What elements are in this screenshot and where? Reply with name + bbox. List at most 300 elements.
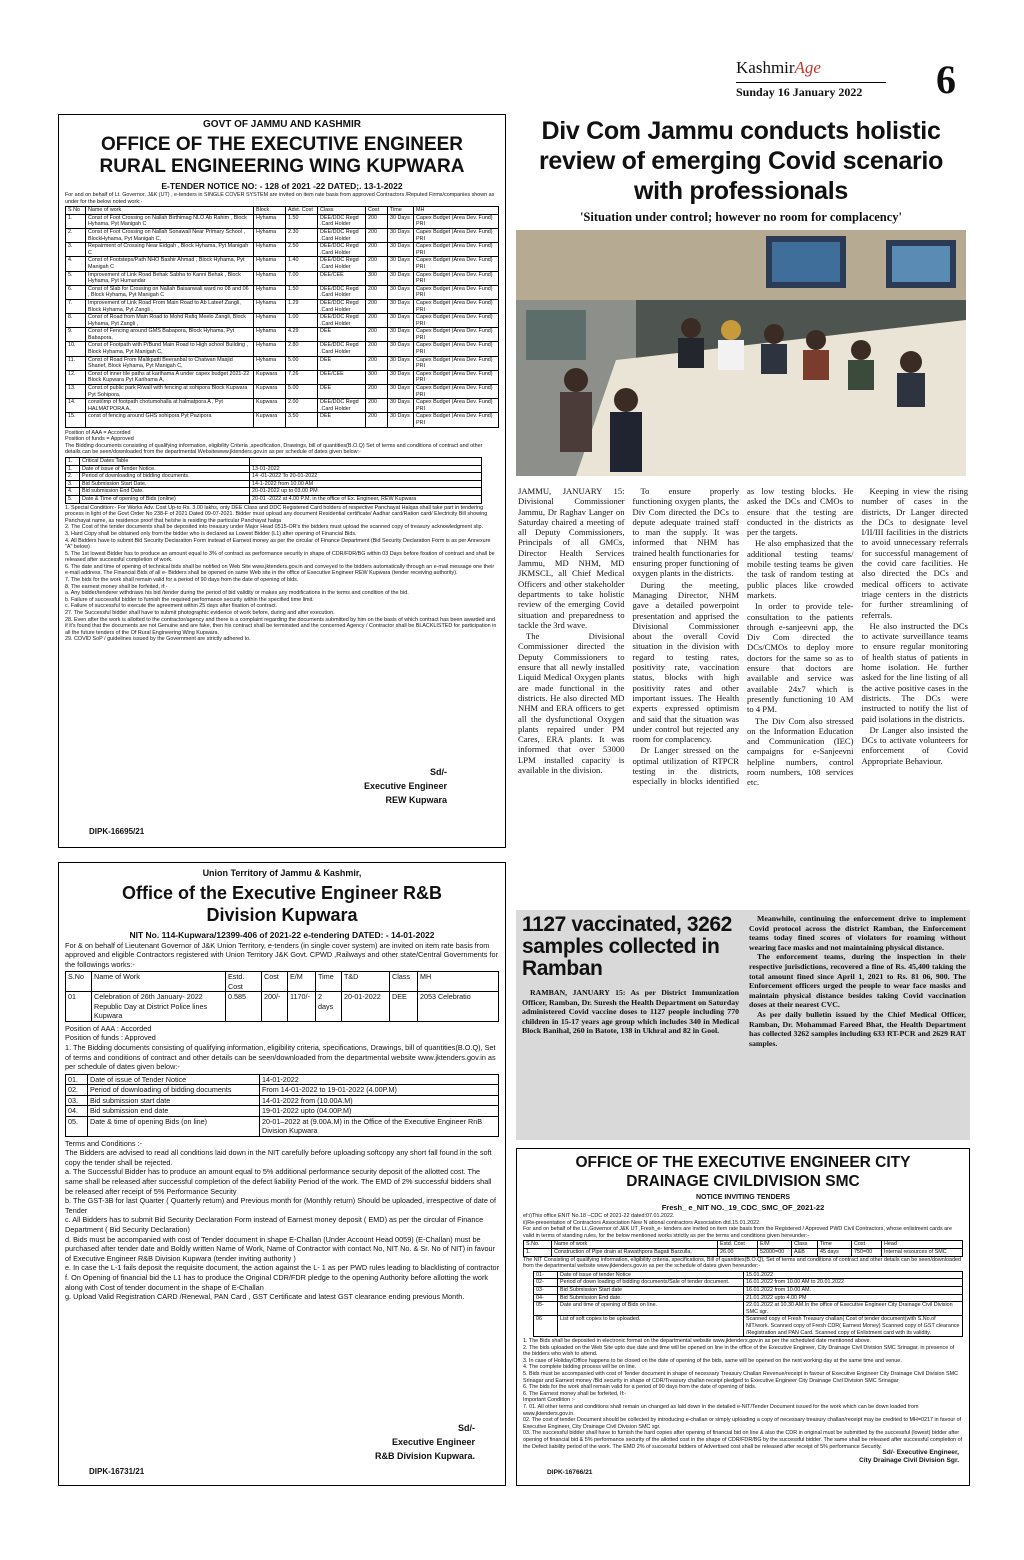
notice-intro: For and on behalf of Lt. Governor, J&K (UT) , e-tenders in SINGLE COVER SYSTEM are invited on item rate basis from approved Contractors /Reputed Firms/companies shown as under for the below noted work:- — [65, 192, 495, 205]
table-cell: 2053 Celebratio — [418, 992, 499, 1022]
table-cell: Date of issue of Tender Notice — [88, 1074, 260, 1085]
table-cell: 200 — [366, 285, 388, 299]
condition-item: 29. COVID SoP / guidelines issued by the Government are strictly adhered to. — [65, 636, 251, 643]
table-cell: Const of Foot Crossing on Nallah Sonawali Near Primary School , BlockHyhama, Pyt Manigah C, — [86, 228, 254, 242]
table-header-cell: Head — [882, 1241, 963, 1249]
condition-item: 3. In case of Holiday/Office happens to be closed on the date of opening of the bids, same will be opened on the next working day at the same time and venue. — [523, 1357, 902, 1364]
term-item: The Bidders are advised to read all conditions laid down in the NIT carefully before uploading softcopy any short fall found in the soft copy the tender shall be rejected. — [65, 1148, 492, 1167]
table-row — [534, 1271, 963, 1279]
ramban-story-box — [516, 910, 970, 1140]
table-cell: Capex Budget (Area Dev. Fund) PRI — [414, 356, 499, 370]
table-header-cell: MH — [418, 972, 499, 992]
table-header-cell: T&D — [342, 972, 390, 992]
table-cell: 200 — [366, 399, 388, 413]
ramban-body — [522, 914, 966, 1134]
table-cell: 200 — [366, 342, 388, 356]
table-cell: DEE/DDC Regd .Card Holder — [318, 342, 366, 356]
table-cell: 0.585 — [226, 992, 262, 1022]
table-cell: 8. — [66, 314, 86, 328]
table-row — [66, 228, 499, 242]
reference-1: ef:i)This office ENIT No.18 –CDC of 2021-22 dated:07.01.2022. — [523, 1213, 675, 1219]
table-cell: 06 — [534, 1316, 558, 1337]
table-cell: 5.00 — [286, 356, 318, 370]
table-cell: 1.29 — [286, 299, 318, 313]
table-cell: 45 days — [818, 1248, 852, 1256]
table-header-cell: Cost — [262, 972, 288, 992]
table-row — [66, 1074, 499, 1085]
condition-item: 2. The Cost of the tender documents shall be deposited into treasury under Major Head 0515-OR's the bidders must upload the scanned copy of treasury acknowledgment slip. — [65, 524, 484, 531]
table-cell: Capex Budget (Area Dev. Fund) PRI — [414, 328, 499, 342]
table-cell: 03. — [66, 1095, 88, 1106]
table-cell: Const of Slab for Crossing on Nallah Baisanwali ward no 08 and 06 , Block Hyhama, Pyt Manigah C — [86, 285, 254, 299]
table-cell: 30 Days — [388, 228, 414, 242]
table-cell: Hyhama — [254, 314, 286, 328]
table-cell: 4. — [66, 257, 86, 271]
article-paragraph: Keeping in view the rising number of cases in the districts, Dr Langer directed the DCs to designate level I/II/III facilities in the districts to avoid unnecessary referrals for successful management of the covid care facilities. He also directed the DCs and medical officers to activate triage centers in the districts for further streamlining of referrals. — [861, 486, 968, 620]
table-cell: 4.29 — [286, 328, 318, 342]
table-cell: Period of down loading of bidding documents/Sale of tender document. — [558, 1279, 744, 1287]
table-cell: Hyhama — [254, 243, 286, 257]
table-cell: Date of issue of Tender Notice. — [80, 465, 250, 473]
table-row — [66, 495, 482, 503]
signature-office: City Drainage Civil Division Sgr. — [858, 1457, 959, 1464]
condition-item: 2. The bids uploaded on the Web Site upto due date and time will be opened on line in the office of the Executive Engineer, City Drainage Civil Division SMC Srinagar. in presence of the bidders who wish to attend. — [523, 1344, 955, 1358]
article-paragraph: Dr Langer also insisted the DCs to activate volunteers for enforcement of Covid Appropriate Behaviour. — [861, 724, 968, 766]
table-cell: 05. — [66, 1116, 88, 1136]
article-paragraph: To ensure properly functioning oxygen plants, the Div Com directed the DCs to depute adequate trained staff to man the supply. It was informed that NHM has trained health functionaries for ensuring proper functioning of oxygen plants in the districts. — [632, 486, 739, 579]
term-item: g. Upload Valid Registration CARD /Renewal, PAN Card , GST Certificate and latest GST clearance ending previous Month. — [65, 1292, 465, 1302]
table-cell: DEE/DDC Regd .Card Holder — [318, 399, 366, 413]
table-header-cell: Time — [316, 972, 342, 992]
table-cell: Bid submission End Date. — [80, 488, 250, 496]
table-cell: 5. — [66, 271, 86, 285]
table-cell: DEE — [318, 385, 366, 399]
table-cell: 5. — [66, 495, 80, 503]
table-cell: Const of Road From Malikpatti Beeranbal to Chatwan Masjid Sharief, Block Hyhama, Pyt Manigah C, — [86, 356, 254, 370]
table-cell: 14-1-2022 from 10.00 AM — [250, 480, 482, 488]
table-cell: Bid submission end date — [88, 1106, 260, 1117]
table-cell: 30 Days — [388, 356, 414, 370]
table-header-cell: S.No. — [524, 1241, 552, 1249]
table-cell: DEE/DDC Regd .Card Holder — [318, 214, 366, 228]
table-row — [534, 1286, 963, 1294]
reference-2: ii)Re-presentation of Contractors Association New N ational contractors Association dtd.15.01.2022. — [523, 1219, 761, 1226]
table-header-cell: E/M — [288, 972, 316, 992]
table-cell: Capex Budget (Area Dev. Fund) PRI — [414, 228, 499, 242]
table-cell: Bid Submission Start date — [558, 1286, 744, 1294]
condition-item: 4. The complete bidding process will be on line. — [523, 1364, 637, 1371]
table-header-cell: Estd. Cost — [226, 972, 262, 992]
terms-title: Terms and Conditions :- — [65, 1138, 143, 1148]
table-cell: 30 Days — [388, 243, 414, 257]
table-cell: 14 -01-2022 To 20-01-2022 — [250, 473, 482, 481]
table-cell: Capex Budget (Area Dev. Fund) PRI — [414, 342, 499, 356]
table-row — [66, 214, 499, 228]
table-cell: 9. — [66, 328, 86, 342]
table-cell: 200 — [366, 328, 388, 342]
table-cell: Capex Budget (Area Dev. Fund) PRI — [414, 285, 499, 299]
table-cell: Bid Submission End date. — [558, 1294, 744, 1302]
table-cell: 30 Days — [388, 413, 414, 427]
table-cell: DEE — [318, 356, 366, 370]
term-item: c. All Bidders has to submit Bid Security Declaration Form instead of Earnest money deposit ( EMD) as per the circular of Finance Department ( Bid Security Declaration) — [65, 1215, 484, 1235]
table-row — [66, 271, 499, 285]
table-cell: Period of downloading of bidding documents. — [80, 473, 250, 481]
dipk-number: DIPK-16766/21 — [547, 1469, 593, 1476]
ramban-paragraph: Meanwhile, continuing the enforcement drive to implement Covid protocol across the district Ramban, the Enforcement teams today fined scores of violators for roaming without wearing face masks and not maintaining physical distance. — [749, 914, 966, 952]
table-row — [524, 1248, 963, 1256]
dipk-number: DIPK-16695/21 — [89, 827, 145, 836]
table-row — [66, 992, 499, 1022]
table-cell: 200 — [366, 214, 388, 228]
table-row — [66, 480, 482, 488]
table-cell: 02. — [66, 1085, 88, 1096]
conditions-list — [65, 505, 499, 643]
condition-item: 6. The Earnest money shall be forfeited, If:- — [523, 1390, 627, 1397]
table-cell: 2.80 — [286, 342, 318, 356]
table-cell: Scanned copy of Fresh Treasury challan( Cost of tender document(with S.No.of NIT/work. Scanned copy of Fresh CDR( Earnest Money) Scanned copy of GST clearance /Registration and PAN Card. Scanned copy of Enlistment card with its validity. — [744, 1316, 963, 1337]
table-cell: Hyhama — [254, 228, 286, 242]
table-cell: 2.30 — [286, 228, 318, 242]
table-row — [66, 473, 482, 481]
table-row — [66, 257, 499, 271]
signature-sd: Sd/- Executive Engineer, — [882, 1449, 959, 1456]
table-cell: 12. — [66, 370, 86, 384]
table-cell: Const of Road from Main Road to Mohd Rafiq Meelo Zangli, Block Hyhama, Pyt Zangli , — [86, 314, 254, 328]
table-cell: Bid submission start date — [88, 1095, 260, 1106]
table-cell: 5.00 — [286, 385, 318, 399]
table-header-cell: S.No — [66, 972, 92, 992]
ut-heading: Union Territory of Jammu & Kashmir, — [202, 868, 362, 878]
table-cell: 1. — [66, 214, 86, 228]
meeting-photo — [516, 230, 966, 476]
table-header-cell: Cost — [366, 207, 388, 215]
table-cell: 01. — [66, 1074, 88, 1085]
condition-item: 1. Special Condition:- For Works Adv. Cost Up-to Rs. 3.00 lakhs, only DEE Class and DDC Registered Card holders of respective Panchayat Halqas shall take part in tendering process in light of the Govt Order No 238-F of 2021 Dated 09-07-2021. Bidder must upload any document Residential certificate/ Aadhar card/Ration card/ Electricity Bill showing Panchayat name, as residence proof that he/she is residing the particular Panchayat halqa — [65, 504, 488, 524]
table-cell: 13-01-2022 — [250, 465, 482, 473]
article-paragraph: He also emphasized that the additional testing teams/ mobile testing teams be given the task of random testing at public places like crowded markets. — [747, 538, 854, 600]
table-cell: 30 Days — [388, 342, 414, 356]
table-cell: 200 — [366, 413, 388, 427]
table-cell: 05- — [534, 1302, 558, 1316]
table-cell: 01 — [66, 992, 92, 1022]
table-header-cell: S No — [66, 207, 86, 215]
table-cell: 14. — [66, 399, 86, 413]
condition-item: 8. The earnest money shall be forfeited, if:- — [65, 583, 168, 590]
table-cell: Hyhama — [254, 271, 286, 285]
article-body — [518, 486, 968, 906]
table-cell: Date and time of opening of Bids on line. — [558, 1302, 744, 1316]
table-cell: 22.01.2022 at 10.30 AM.In the office of Executive Engineer City Drainage Civil Division SMC sgr. — [744, 1302, 963, 1316]
condition-item: 5. Bids must be accompanied with cost of Tender document in shape of necessary Treasury Challan Revenue/receipt in favour of Executive Engineer City Drainage Civil Division SMC Srinagar and Earnest money /Bid security in shape of CDR/Treasury challan receipt pledged to Executive Engineer City Drainage Civil Division SMC Srinagar — [523, 1371, 958, 1384]
dates-table — [65, 1074, 499, 1137]
table-header-cell: Class — [792, 1241, 818, 1249]
condition-item: 4. All Bidders have to submit Bid Security Declaration Form instead of Earnest money as per the circular of Finance Department (Bid Security Declaration Form is as per Annexure "A" below) — [65, 537, 491, 551]
table-cell: 200 — [366, 243, 388, 257]
table-row — [534, 1302, 963, 1316]
position-aaa: Position of AAA = Accorded — [65, 429, 131, 436]
table-cell: 300 — [366, 370, 388, 384]
table-cell: 1.50 — [286, 285, 318, 299]
table-cell: Celebration of 26th January- 2022 Republic Day at District Police lines Kupwara — [92, 992, 226, 1022]
condition-item: 5. The 1st lowest Bidder has to produce an amount equal to 3% of contract as performance security in shape of CDR/FDR/BG within 03 Days before fixation of contract and shall be released after successful completion of work. — [65, 550, 495, 564]
condition-item: 03. The successful bidder shall have to furnish the hard copies after opening of financial bid on line & also the CDR in original must be submitted by the successful (lowest) bidder after opening of financial bid & 5% performance security of the allotted cost in the shape of CDR/FDR/BG by the successful bidder. The same shall be released after successful completion of the Defect liability period of the work. The EMD 2% of successful bidders of Advertised cost shall be released after receipt of 5% performance Security. — [523, 1430, 963, 1450]
table-cell: A&B — [792, 1248, 818, 1256]
condition-item: 27. The Successful bidder shall have to submit photographic evidence of work before, during and after execution. — [65, 610, 335, 617]
table-cell: Repairment of Crossing Near Eidgah , Block Hyhama, Pyt Manigah C — [86, 243, 254, 257]
table-cell: 200 — [366, 385, 388, 399]
table-row — [66, 285, 499, 299]
table-cell: 14-01-2022 — [260, 1074, 499, 1085]
table-cell: Bid Submission Start Date. — [80, 480, 250, 488]
table-cell: 1. — [524, 1248, 552, 1256]
table-cell: 750=00 — [852, 1248, 882, 1256]
table-cell: 30 Days — [388, 314, 414, 328]
table-cell: Improvement of Link Road Behak Sabha to Kanni Behak , Block Hyhama, Pyt Humandar — [86, 271, 254, 285]
notice-intro: For & on behalf of Lieutenant Governor of J&K Union Territory, e-tenders (in single cover system) are invited on item rate basis from approved and eligible Contractors registered with Union Territory J&K Govt. CPWD ,Railways and other state/Central Governments for the followings works:- — [65, 941, 499, 969]
table-row — [534, 1279, 963, 1287]
works-table — [65, 206, 499, 427]
table-cell: Capex Budget (Area Dev. Fund) PRI — [414, 271, 499, 285]
table-cell: From 14-01-2022 to 19-01-2022 (4.00P.M) — [260, 1085, 499, 1096]
table-header-cell: Advt. Cost — [286, 207, 318, 215]
table-row — [66, 413, 499, 427]
dipk-number: DIPK-16731/21 — [89, 1467, 145, 1476]
condition-item: 6. The bids for the work shall remain valid for a period of 90 days from the date of opening of bids. — [523, 1384, 757, 1391]
condition-item: a. Any bidder/tenderer withdraws his bid /tender during the period of bid validity or makes any modifications in the terms and condition of the bid. — [65, 590, 409, 597]
table-cell: Date of issue of tender Notice — [558, 1271, 744, 1279]
table-cell: DEE/DDC Regd .Card Holder — [318, 314, 366, 328]
table-row — [66, 299, 499, 313]
table-cell: Capex Budget (Area Dev. Fund) PRI — [414, 243, 499, 257]
position-aaa: Position of AAA : Accorded — [65, 1023, 152, 1033]
table-cell: 15. — [66, 413, 86, 427]
signature-block — [375, 1421, 475, 1463]
table-cell: 30 Days — [388, 257, 414, 271]
table-cell: DEE/CEE — [318, 271, 366, 285]
condition-item: 7. 01. All other terms and conditions shall remain un changed as laid down in the detailed e-NIT/Tender Document issued for the work which can be down loaded from www.jktenders.gov.in. — [523, 1404, 919, 1417]
article-paragraph: The Div Com also stressed on the Information Education and Communication (IEC) campaigns for e-Sanjeevni helpline numbers, control room numbers, 108 services etc. — [747, 715, 854, 788]
condition-item: 6. The date and time of opening of technical bids shall be notified on Web Site www.jktenders.gov.in and conveyed to the bidders automatically through an e-mail message one their e-mail address. The Financial Bids of all e- Bidders shall be opened on same Web site in the office of Executive Engineer REW Kupwara (tender receiving authority). — [65, 563, 495, 577]
ramban-paragraph: The enforcement teams, during the inspection in their respective jurisdictions, recovered a fine of Rs. 45,400 taking the total amount fined since April 1, 2021 to Rs. 81 06, 900. The Enforcement officers urged the people to wear face masks and maintain physical distance besides taking Covid vaccination doses at their nearest CVC. — [749, 952, 966, 1010]
table-cell: 1170/- — [288, 992, 316, 1022]
table-row — [66, 399, 499, 413]
table-row — [66, 1085, 499, 1096]
table-cell: 200 — [366, 356, 388, 370]
condition-item: c. Failure of successful to execute the agreement within 25 days after fixation of contract. — [65, 603, 278, 610]
table-cell: Kupwara — [254, 385, 286, 399]
table-row — [66, 488, 482, 496]
table-cell: List of soft copies to be uploaded. — [558, 1316, 744, 1337]
position-funds: Position of funds = Approved — [65, 436, 134, 443]
tender-notice-rnb-kupwara — [58, 862, 506, 1486]
table-cell: Capex Budget (Area Dev. Fund) PRI — [414, 299, 499, 313]
table-cell: 04. — [66, 1106, 88, 1117]
table-cell: Const of Footpath with P/Bund Main Road to High school Building , Block Hyhama, Pyt Manigah C, — [86, 342, 254, 356]
bidding-docs: The Bidding documents consisting of qualifying information, eligibility Criteria ,specification, Drawings, bill of quantities(B.O.Q) Set of terms and conditions of contract and other details can be seen/downloaded from the departmental Websitewww.jktenders.gov.in as per schedule of dates given below:- — [65, 442, 483, 456]
table-row — [66, 328, 499, 342]
tender-notice-rew-kupwara — [58, 114, 506, 848]
table-cell: DEE — [318, 328, 366, 342]
table-cell: Date & time of opening Bids (on line) — [88, 1116, 260, 1136]
table-header-cell: Cost — [852, 1241, 882, 1249]
page-number: 6 — [936, 57, 956, 102]
table-cell: Date & Time of opening of Bids (online) — [80, 495, 250, 503]
condition-item: 3. Hard Copy shall be obtained only from the bidder who is declared as Lowest Bidder (L1) after opening of Financial Bids. — [65, 530, 357, 537]
table-cell: 200 — [366, 299, 388, 313]
table-cell: Kupwara — [254, 399, 286, 413]
table-cell: 3. — [66, 243, 86, 257]
table-cell: Hyhama — [254, 257, 286, 271]
condition-item: 7. The bids for the work shall remain valid for a period of 90 days from the date of opening of bids. — [65, 577, 299, 584]
table-row — [66, 465, 482, 473]
notice-intro: For and on behalf of the Lt.,Governor of J&K UT ,Fresh_e- tenders are invited on item rate basis from the Registered / Approved PWD Civil Contractors, whose enlistment cards are valid in terms of standing rules, for the below mentioned works strictly as per the terms and conditions given hereunder:- — [523, 1226, 952, 1239]
signature-block — [364, 765, 447, 807]
table-cell: 1. — [66, 457, 80, 465]
table-cell: 2.00 — [286, 399, 318, 413]
office-title: Office of the Executive Engineer R&B — [121, 883, 443, 903]
table-cell: Hyhama — [254, 328, 286, 342]
bidding-docs: 1. The Bidding documents consisting of qualifying information, eligibility criteria, specifications, Drawings, bill of quantities(B.O.Q), Set of terms and conditions of contract and other details can be seen/downloaded from the departmental website www.jktenders.gov.in as per schedule of dates given below:- — [65, 1042, 496, 1072]
article-paragraph: In order to provide tele-consultation to the patients through e-sanjeevni app, the Div Com directed the DCs/CMOs to deploy more doctors for the same so as to ensure that doctors are available and service was available 24x7 which is presently functioning 10 AM to 4 PM. — [747, 601, 854, 715]
table-cell: 30 Days — [388, 285, 414, 299]
term-item: d. Bids must be accompanied with cost of Tender document in shape E-Challan (Under Account Head 0059) (E-Challan) must be purchased after tender date and Boldly written Name of Work, Name of Contractor with contact No, NIT No. & Sr. No of NIT) in favour of Executive Engineer R&B Division Kupwara (tender inviting authority ) — [65, 1234, 496, 1263]
condition-item: Important Condition :- — [523, 1397, 575, 1404]
table-cell: 200/- — [262, 992, 288, 1022]
table-cell: Hyhama — [254, 342, 286, 356]
table-row — [66, 457, 482, 465]
table-row — [66, 1106, 499, 1117]
table-header-cell: Block — [254, 207, 286, 215]
table-row — [66, 385, 499, 399]
table-cell: 13. — [66, 385, 86, 399]
table-cell: 7.26 — [286, 370, 318, 384]
table-header-cell: Estd. Cost — [718, 1241, 758, 1249]
table-cell: 03- — [534, 1286, 558, 1294]
term-item: a. The Successful Bidder has to produce an amount equal to 5% additional performance security deposit of the allotted cost. The same shall be released after successful completion of the defect liability Period of the work. The EMD of 2% successful bidders shall be released after receipt of 5% Performance Security — [65, 1167, 492, 1196]
table-header-cell: Name of work — [552, 1241, 718, 1249]
table-row — [534, 1294, 963, 1302]
table-cell: Hyhama — [254, 214, 286, 228]
article-paragraph: Dr Langer stressed on the optimal utilization of RTPCR testing in the districts, especially in blocks identified as low testing blocks. He asked the DCs and CMOs to ensure that the testing are conducted in the districts as per the targets. — [632, 486, 854, 787]
table-cell: 200 — [366, 314, 388, 328]
table-cell: 10. — [66, 342, 86, 356]
table-cell: 3.50 — [286, 413, 318, 427]
newspaper-logo: KashmirAge — [736, 58, 821, 77]
table-cell — [250, 457, 482, 465]
table-row — [66, 1116, 499, 1136]
signature-title: Executive Engineer — [363, 781, 447, 791]
table-cell: 30 Days — [388, 385, 414, 399]
article-paragraph: He also instructed the DCs to activate surveillance teams to ensure regular monitoring of health status of patients in home isolation. He further asked for the line listing of all the active positive cases in the districts. The DCs were instructed to notify the list of paid isolations in the districts. — [861, 620, 968, 724]
table-cell: Const of Footsteps/Path NHO Bashir Ahmad , Block Hyhama, Pyt Manigah C — [86, 257, 254, 271]
table-cell: DEE — [390, 992, 418, 1022]
table-cell: 16.01.2022 from 10.00 AM. — [744, 1286, 963, 1294]
table-header-cell: Time — [388, 207, 414, 215]
table-cell: Kupwara — [254, 413, 286, 427]
conditions-list — [523, 1338, 963, 1450]
term-item: f. On Opening of financial bid the L1 has to produce the Original CDR/FDR pledge to the opening Authority before allotting the work along with Cost of tender document in the shape of E-Challan — [65, 1273, 489, 1292]
table-cell: 16.01.2022 from 10.00 AM to 20.01.2022 — [744, 1279, 963, 1287]
table-header-cell: Class — [390, 972, 418, 992]
table-cell: 20-01 -2022 at 4.00 P.M. in the office of Ex. Engineer, REW Kupwara — [250, 495, 482, 503]
dates-table — [533, 1271, 963, 1337]
condition-item: 02. The cost of tender Document should be collected by introducing e-challan or simply uploading a copy of necessary treasury challan/receipt may be credited to MH=0217 in favour of Executive Engineer, City Drainage Civil Division SMC sgr. — [523, 1417, 962, 1430]
table-header-cell: Name of work — [86, 207, 254, 215]
table-cell: 200 — [366, 257, 388, 271]
table-cell: Capex Budget (Area Dev. Fund) PRI — [414, 214, 499, 228]
table-cell: 11. — [66, 356, 86, 370]
table-row — [66, 342, 499, 356]
table-cell: Const of inner tile paths at karihama A under capex budget 2021-22 Block Kupwara Pyt Karihama A, — [86, 370, 254, 384]
table-cell: 1.40 — [286, 257, 318, 271]
table-cell: 15.01.2022 — [744, 1271, 963, 1279]
table-row — [66, 243, 499, 257]
table-cell: const of fencing around GHS sohipora Pyt Pazipora — [86, 413, 254, 427]
table-cell: 30 Days — [388, 271, 414, 285]
work-table — [65, 971, 499, 1022]
table-cell: 52000=00 — [758, 1248, 792, 1256]
table-header-cell: Time — [818, 1241, 852, 1249]
notice-number: Fresh_ e_NIT NO._19_CDC_SMC_OF_2021-22 — [661, 1203, 825, 1212]
office-title: OFFICE OF THE EXECUTIVE ENGINEER CITY — [575, 1154, 911, 1171]
signature-sd: Sd/- — [458, 1423, 475, 1433]
article-paragraph: JAMMU, JANUARY 15: Divisional Commissioner Jammu, Dr Raghav Langer on Saturday chaired a meeting of all Deputy Commissioners, Principals of all GMCs, Director Health Services Jammu, MD NHM, MD JKMSCL, all Chief Medical Officers and other stakeholder departments to take holistic review of the emerging Covid situation and preparedness to tackle the 3rd wave. — [518, 486, 625, 630]
table-cell: Internal resources of SMC — [882, 1248, 963, 1256]
meeting-photo-illustration — [516, 230, 966, 476]
table-cell: Kupwara — [254, 370, 286, 384]
table-cell: DEE — [318, 413, 366, 427]
signature-office: R&B Division Kupwara. — [374, 1451, 475, 1461]
table-cell: 14-01-2022 from (10.00A.M) — [260, 1095, 499, 1106]
table-cell: 30 Days — [388, 370, 414, 384]
table-row — [66, 370, 499, 384]
table-cell: DEE/DDC Regd .Card Holder — [318, 228, 366, 242]
ramban-paragraph: As per daily bulletin issued by the Chief Medical Officer, Ramban, Dr. Mohammad Fareed Bhat, the Health Department has collected 3262 samples including 633 RT-PCR and 2629 RAT samples. — [749, 1009, 966, 1048]
condition-item: 28. Even after the work is allotted to the contractor/agency and there is a complaint regarding the documents submitted by him on the basis of which contract has been awarded and if it's found that the documents are not Genuine and are fake, then his contract shall be terminated and the concerned Agency / Contractor shall be BLACKLISTED for participation in all the future tenders of the Of Rural Engineering Wing Kupwara. — [65, 616, 497, 636]
table-cell: 2 days — [316, 992, 342, 1022]
table-cell: Improvement of Link Road From Main Road to Ab Lateef Zangli, Block Hyhama, Pyt Zangli , — [86, 299, 254, 313]
table-cell: 30 Days — [388, 328, 414, 342]
table-cell: 20-01-2022 — [342, 992, 390, 1022]
table-cell: 19-01-2022 upto (04.00P.M) — [260, 1106, 499, 1117]
table-cell: Hyhama — [254, 299, 286, 313]
table-row — [66, 1095, 499, 1106]
term-item: b. The GST-3B for last Quarter ( Quarterly return) and Previous month for (Monthly return) Should be uploaded, irrespective of date of Tender — [65, 1196, 496, 1215]
ramban-headline: 1127 vaccinated, 3262 samples collected in Ramban — [522, 913, 732, 980]
office-subtitle: RURAL ENGINEERING WING KUPWARA — [99, 156, 465, 177]
table-cell: const/imp of footpath chotumohalla at halmatpora A , Pyt HALMATPORA A, — [86, 399, 254, 413]
govt-heading: GOVT OF JAMMU AND KASHMIR — [203, 119, 361, 130]
table-cell: Const of Fencing around GMS Babapora, Block Hyhama, Pyt Babapora, — [86, 328, 254, 342]
nit-paragraph: The NIT Consisting of qualifying information, eligibility criteria, specifications, Bill of quantities(B.O.Q), Set of terms and conditions of contract and other details can be seen/downloaded from the departmental website www.jktenders.gov.in as per the schedule of dates given hereunder:- — [523, 1256, 961, 1270]
notice-title: NOTICE INVITING TENDERS — [695, 1194, 791, 1201]
table-cell: 02- — [534, 1279, 558, 1287]
tender-notice-city-drainage — [516, 1148, 970, 1486]
table-cell: Hyhama — [254, 356, 286, 370]
critical-dates-table — [65, 457, 482, 504]
table-cell: 3. — [66, 480, 80, 488]
signature-office: REW Kupwara — [385, 795, 447, 805]
signature-block — [859, 1449, 959, 1465]
table-cell: 2. — [66, 473, 80, 481]
table-cell: Capex Budget (Area Dev. Fund) PRI — [414, 314, 499, 328]
table-cell: Hyhama — [254, 285, 286, 299]
table-cell: Construction of Pipe drain at Rawathpora Bagati Barzulla. — [552, 1248, 718, 1256]
table-cell: DEE/DDC Regd .Card Holder — [318, 299, 366, 313]
position-funds: Position of funds : Approved — [65, 1033, 156, 1043]
terms-list — [65, 1148, 499, 1302]
